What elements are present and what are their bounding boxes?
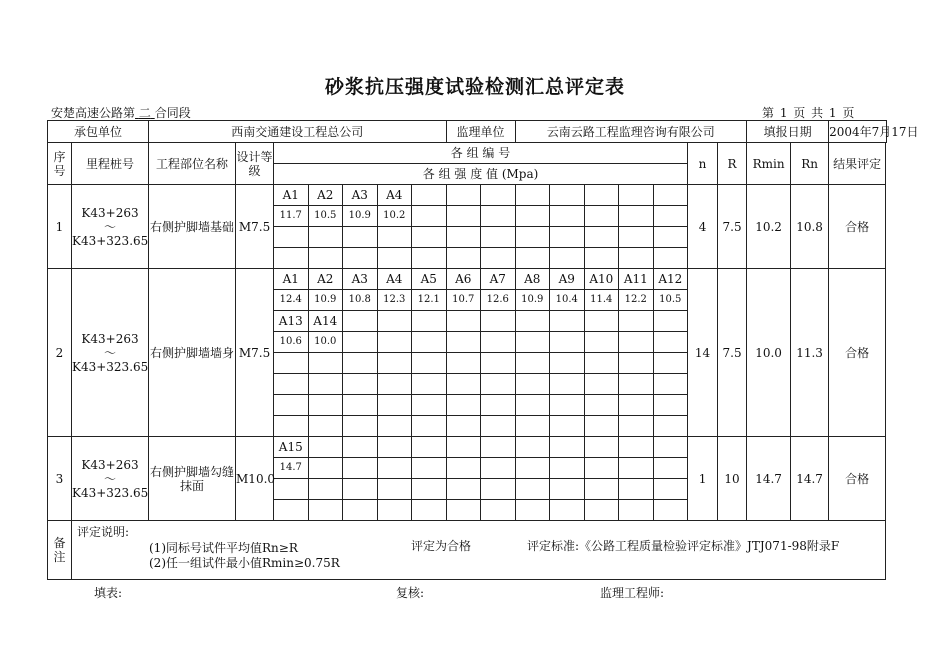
group-value: 12.3: [377, 290, 412, 311]
record-chainage: [72, 269, 149, 437]
record-n: 4: [688, 185, 718, 269]
header-rn: Rn: [791, 143, 829, 185]
date-value: 2004年7月17日: [829, 121, 887, 143]
remarks-label: 备注: [48, 521, 72, 580]
record-r: 7.5: [718, 269, 747, 437]
group-value: 14.7: [274, 458, 309, 479]
record-rmin: 14.7: [747, 437, 791, 521]
group-value: 10.5: [653, 290, 688, 311]
remarks-heading: 评定说明:: [77, 525, 130, 539]
chainage-tilde: ～: [104, 471, 117, 486]
record-chainage: [72, 185, 149, 269]
project-prefix: 安楚高速公路第: [51, 106, 136, 120]
group-label: A11: [619, 269, 654, 290]
group-value: 10.7: [446, 290, 481, 311]
project-section: [51, 104, 191, 121]
header-group-no: 各 组 编 号: [274, 143, 688, 164]
record-2-labels: [48, 269, 887, 290]
record-part: 右侧护脚墙墙身: [149, 269, 236, 437]
chainage-end: K43+323.65: [72, 485, 149, 500]
group-label: A1: [274, 185, 309, 206]
record-rn: 14.7: [791, 437, 829, 521]
record-rn: 11.3: [791, 269, 829, 437]
record-grade: M10.0: [236, 437, 274, 521]
group-value: 12.4: [274, 290, 309, 311]
info-row: [48, 121, 887, 143]
record-part: 右侧护脚墙基础: [149, 185, 236, 269]
header-result: 结果评定: [829, 143, 886, 185]
group-label: A15: [274, 437, 309, 458]
group-label: A3: [343, 269, 378, 290]
group-label: A13: [274, 311, 309, 332]
footer-filler: 填表:: [94, 586, 123, 600]
record-result: 合格: [829, 185, 886, 269]
record-result: 合格: [829, 269, 886, 437]
group-label: A7: [481, 269, 516, 290]
group-value: 10.2: [377, 206, 412, 227]
group-value: 10.9: [308, 290, 343, 311]
record-part: 右侧护脚墙勾缝抹面: [149, 437, 236, 521]
chainage-start: K43+263: [81, 331, 139, 346]
group-value: 10.5: [308, 206, 343, 227]
group-value: 10.9: [515, 290, 550, 311]
group-value: 12.1: [412, 290, 447, 311]
group-value: 10.6: [274, 332, 309, 353]
header-chainage: 里程桩号: [72, 143, 149, 185]
group-value: 10.9: [343, 206, 378, 227]
chainage-tilde: ～: [104, 219, 117, 234]
group-label: A1: [274, 269, 309, 290]
header-r: R: [718, 143, 747, 185]
date-label: 填报日期: [747, 121, 829, 143]
header-seq: 序号: [48, 143, 72, 185]
group-label: A2: [308, 185, 343, 206]
header-grade: 设计等级: [236, 143, 274, 185]
section-number: 二: [138, 106, 151, 120]
remarks-line-1: [72, 539, 885, 555]
remarks-verdict: 评定为合格: [411, 539, 472, 553]
header-row-1: [48, 143, 887, 164]
record-n: 14: [688, 269, 718, 437]
remarks-line-2: [72, 555, 885, 571]
contractor-label: 承包单位: [48, 121, 149, 143]
record-seq: 2: [48, 269, 72, 437]
record-3-labels: [48, 437, 887, 458]
group-value: 12.2: [619, 290, 654, 311]
group-label: A12: [653, 269, 688, 290]
remarks-rule-2: (2)任一组试件最小值Rmin≥0.75R: [149, 556, 340, 570]
record-rmin: 10.2: [747, 185, 791, 269]
chainage-end: K43+323.65: [72, 233, 149, 248]
group-label: A9: [550, 269, 585, 290]
record-seq: 3: [48, 437, 72, 521]
supervisor-value: 云南云路工程监理咨询有限公司: [515, 121, 747, 143]
record-n: 1: [688, 437, 718, 521]
group-label: A10: [584, 269, 619, 290]
contractor-value: 西南交通建设工程总公司: [149, 121, 447, 143]
footer-engineer: 监理工程师:: [600, 586, 665, 600]
group-label: A8: [515, 269, 550, 290]
group-value: 10.4: [550, 290, 585, 311]
record-r: 10: [718, 437, 747, 521]
page-title: 砂浆抗压强度试验检测汇总评定表: [324, 76, 625, 98]
page-info: 第 1 页 共 1 页: [762, 106, 855, 120]
header-rmin: Rmin: [747, 143, 791, 185]
group-value: 12.6: [481, 290, 516, 311]
chainage-tilde: ～: [104, 345, 117, 360]
record-1-labels: [48, 185, 887, 206]
footer-reviewer: 复核:: [396, 586, 425, 600]
chainage-start: K43+263: [81, 205, 139, 220]
header-part: 工程部位名称: [149, 143, 236, 185]
header-n: n: [688, 143, 718, 185]
record-result: 合格: [829, 437, 886, 521]
record-seq: 1: [48, 185, 72, 269]
remarks-standard: 评定标准:《公路工程质量检验评定标准》JTJ071-98附录F: [527, 539, 840, 553]
record-rn: 10.8: [791, 185, 829, 269]
group-label: A4: [377, 269, 412, 290]
group-label: A5: [412, 269, 447, 290]
remarks-rule-1: (1)同标号试件平均值Rn≥R: [149, 541, 298, 555]
record-grade: M7.5: [236, 185, 274, 269]
group-label: A2: [308, 269, 343, 290]
remarks-content: [72, 521, 886, 580]
record-grade: M7.5: [236, 269, 274, 437]
chainage-end: K43+323.65: [72, 359, 149, 374]
group-label: A3: [343, 185, 378, 206]
remarks-row: [48, 521, 887, 580]
section-suffix: 合同段: [154, 106, 191, 120]
group-label: A14: [308, 311, 343, 332]
summary-table: [47, 120, 919, 580]
table-body: [48, 121, 919, 580]
group-value: 11.7: [274, 206, 309, 227]
group-value: 10.0: [308, 332, 343, 353]
group-value: 11.4: [584, 290, 619, 311]
group-label: A4: [377, 185, 412, 206]
chainage-start: K43+263: [81, 457, 139, 472]
record-r: 7.5: [718, 185, 747, 269]
group-label: A6: [446, 269, 481, 290]
record-rmin: 10.0: [747, 269, 791, 437]
group-value: 10.8: [343, 290, 378, 311]
supervisor-label: 监理单位: [446, 121, 515, 143]
record-chainage: [72, 437, 149, 521]
header-group-value: 各 组 强 度 值 (Mpa): [274, 164, 688, 185]
